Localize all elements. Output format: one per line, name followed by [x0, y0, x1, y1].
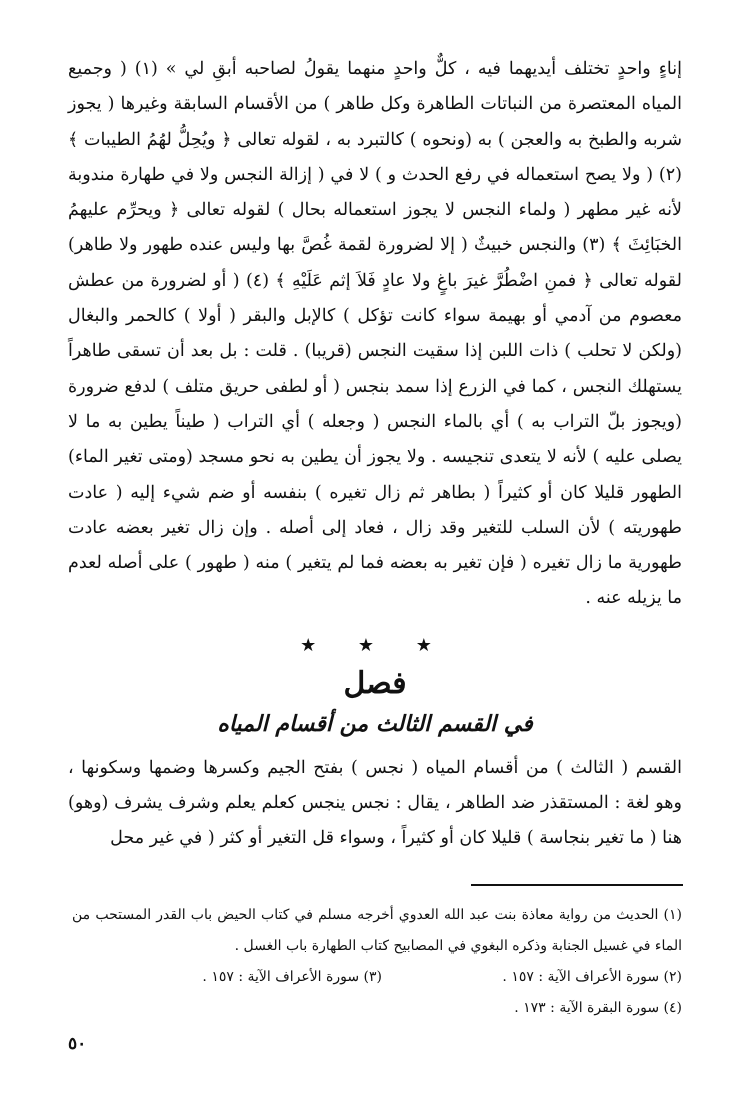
footnote-1: (١) الحديث من رواية معاذة بنت عبد الله العدوي أخرجه مسلم في كتاب الحيض باب القدر المستحب من الماء في غسيل الجنابة وذكره البغوي في المصابيح كتاب الطهارة باب الغسل . [72, 907, 682, 954]
chapter-title: فصل [343, 665, 407, 701]
page-body [68, 52, 682, 857]
footnote-3: (٣) سورة الأعراف الآية : ١٥٧ . [202, 969, 382, 985]
chapter-subtitle: في القسم الثالث من أقسام المياه [217, 710, 533, 737]
footnotes [72, 900, 682, 1024]
footnote-2: (٢) سورة الأعراف الآية : ١٥٧ . [502, 969, 682, 985]
footnote-row [72, 962, 682, 993]
footnote-divider [471, 884, 683, 886]
chapter-paragraph: القسم ( الثالث ) من أقسام المياه ( نجس ) بفتح الجيم وكسرها وضمها وسكونها ، وهو لغة : المستقذر ضد الطاهر ، يقال : نجس ينجس كعلم يعلم وشرف يشرف (وهو) هنا ( ما تغير بنجاسة ) قليلا كان أو كثيراً ، وسواء قل التغير أو كثر ( في غير محل [68, 757, 682, 849]
body-paragraph: إناءٍ واحدٍ تختلف أيديهما فيه ، كلٌّ واحدٍ منهما يقولُ لصاحبه أبقِ لي » (١) ( وجميع المياه المعتصرة من النباتات الطاهرة وكل طاهر ) من الأقسام السابقة وغيرها ( يجوز شربه والطبخ به والعجن ) به (ونحوه ) كالتبرد به ، لقوله تعالى ﴿ ويُحِلُّ لهُمُ الطيبات ﴾ (٢) ( ولا يصح استعماله في رفع الحدث و ) لا في ( إزالة النجس ولا في طهارة مندوبة لأنه غير مطهر ( ولماء النجس لا يجوز استعماله بحال ) لقوله تعالى ﴿ ويحرِّم عليهمُ الخبَائِثَ ﴾ (٣) والنجس خبيثٌ ( إلا لضرورة لقمة غُصَّ بها وليس عنده طهور ولا طاهر) لقوله تعالى ﴿ فمنِ اضْطُرَّ غيرَ باغٍ ولا عادٍ فَلاَ إثم عَلَيْهِ ﴾ (٤) ( أو لضرورة من عطش معصوم من آدمي أو بهيمة سواء كانت تؤكل ) كالإبل والبقر ( أولا ) كالحمر والبغال (ولكن لا تحلب ) ذات اللبن إذا سقيت النجس (قريبا) . قلت : بل بعد أن تسقى طاهراً يستهلك النجس ، كما في الزرع إذا سمد بنجس ( أو لطفى حريق متلف ) لدفع ضرورة (ويجوز بلّ التراب به ) أي بالماء النجس ( وجعله ) أي التراب ( طيناً يطين به ما لا يصلى عليه ) لأنه لا يتعدى تنجيسه . ولا يجوز أن يطين به نحو مسجد (ومتى تغير الماء) الطهور قليلا كان أو كثيراً ( بطاهر ثم زال تغيره ) بنفسه أو ضم شيء إليه ( عادت طهوريته ) لأن السلب للتغير وقد زال ، فعاد إلى أصله . وإن زال تغير بعضه عادت طهورية ما زال تغيره ( فإن تغير به بعضه فما لم يتغير ) منه ( طهور ) على أصله لعدم ما يزيله عنه . [68, 59, 682, 609]
page-number: ٥٠ [68, 1034, 87, 1054]
section-separator-stars: ★ ★ ★ [300, 634, 450, 656]
footnote-4: (٤) سورة البقرة الآية : ١٧٣ . [514, 1000, 682, 1016]
